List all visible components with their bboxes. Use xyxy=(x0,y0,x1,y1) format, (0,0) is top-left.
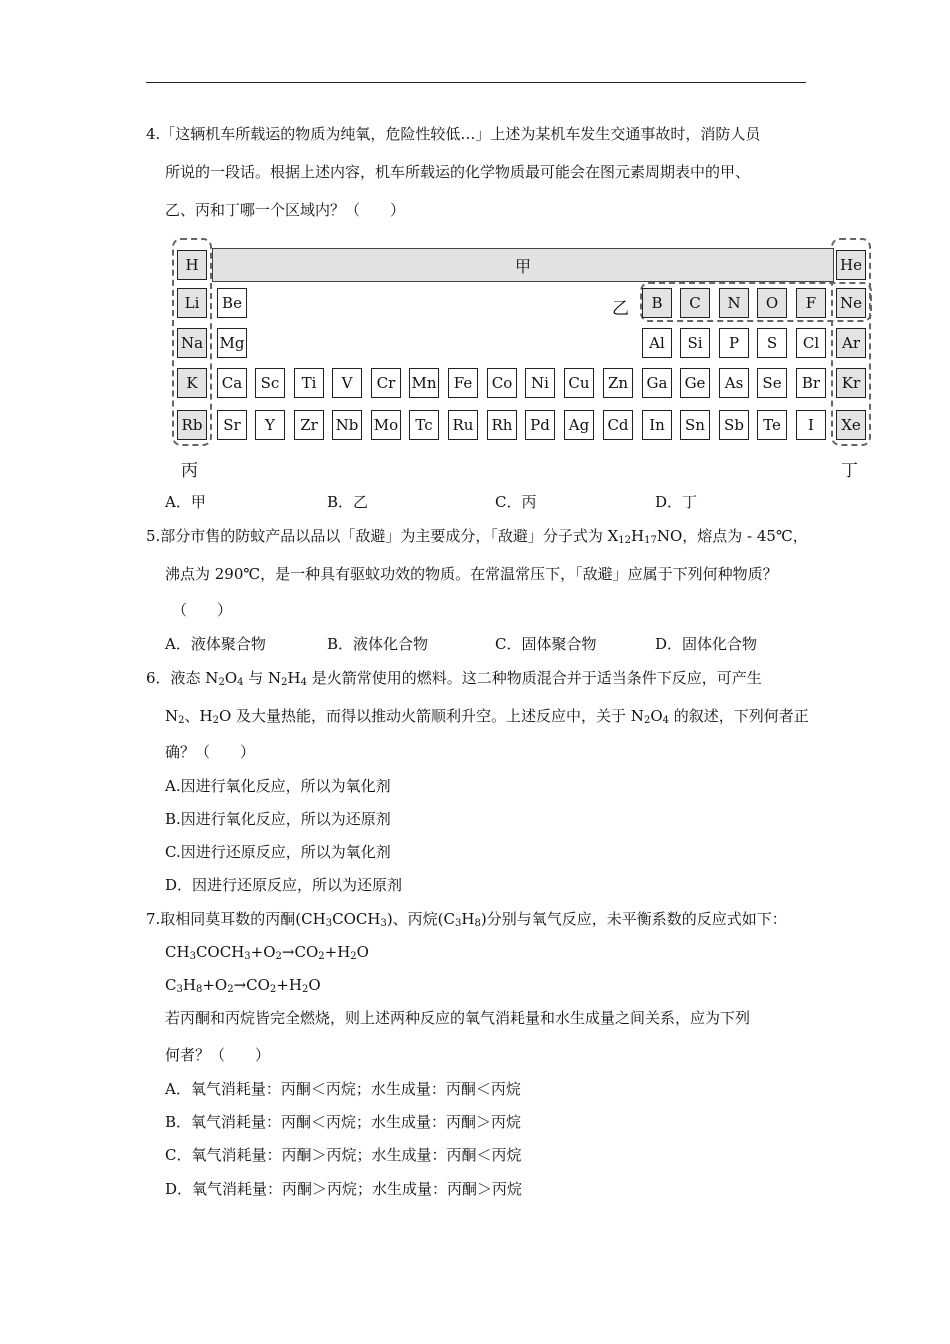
element-cell-n: N xyxy=(719,288,749,318)
q7-line-3: 何者？（ ） xyxy=(165,1046,271,1064)
region-yi-label: 乙 xyxy=(612,299,629,319)
eq2-p7: 2 xyxy=(269,984,277,995)
element-cell-y: Y xyxy=(255,410,285,440)
element-cell-zr: Zr xyxy=(294,410,324,440)
q5-sub-17: 17 xyxy=(644,535,657,546)
element-cell-na: Na xyxy=(177,328,207,358)
q6-t2a: N xyxy=(165,707,179,725)
region-ding-outline xyxy=(831,238,871,446)
element-cell-cd: Cd xyxy=(603,410,633,440)
element-cell-s: S xyxy=(757,328,787,358)
eq1-p1: 3 xyxy=(189,951,196,962)
q6-s3: 2 xyxy=(281,677,288,688)
q5-sub-12: 12 xyxy=(618,535,631,546)
element-cell-te: Te xyxy=(757,410,787,440)
q6-s7: 2 xyxy=(643,715,651,726)
element-cell-cr: Cr xyxy=(371,368,401,398)
eq1-p2: COCH xyxy=(195,943,245,961)
q6-s1: 2 xyxy=(218,677,225,688)
q4-line-1: 4.「这辆机车所载运的物质为纯氧，危险性较低…」上述为某机车发生交通事故时，消防人员 xyxy=(146,125,761,143)
q6-s6: 2 xyxy=(212,715,219,726)
element-cell-xe: Xe xyxy=(836,410,866,440)
eq1-p7: 2 xyxy=(318,951,325,962)
q5-option-d: D．固体化合物 xyxy=(655,635,758,653)
element-cell-tc: Tc xyxy=(409,410,439,440)
q4-option-c: C．丙 xyxy=(495,493,537,511)
q4-line-2: 所说的一段话。根据上述内容，机车所载运的化学物质最可能会在图元素周期表中的甲、 xyxy=(165,163,751,181)
q6-option-c: C.因进行还原反应，所以为氧化剂 xyxy=(165,843,391,861)
q7-option-a: A．氧气消耗量：丙酮＜丙烷；水生成量：丙酮＜丙烷 xyxy=(165,1080,521,1098)
element-cell-pd: Pd xyxy=(525,410,555,440)
element-cell-ag: Ag xyxy=(564,410,594,440)
region-jia-band xyxy=(212,248,834,282)
eq1-p5: 2 xyxy=(275,951,282,962)
q6-option-a: A.因进行氧化反应，所以为氧化剂 xyxy=(165,777,391,795)
eq2-p10: O xyxy=(308,976,321,994)
eq2-p2: H xyxy=(182,976,196,994)
eq2-p6: →CO xyxy=(233,976,270,994)
element-cell-mn: Mn xyxy=(409,368,439,398)
q7-s1: 3 xyxy=(325,918,333,929)
element-cell-al: Al xyxy=(642,328,672,358)
q6-t1d: H xyxy=(287,669,301,687)
q5-text-a: 5.部分市售的防蚊产品以品以「敌避」为主要成分，「敌避」分子式为 X xyxy=(146,527,619,545)
q5-line-1 xyxy=(146,526,808,546)
eq2-p8: +H xyxy=(276,976,302,994)
q6-option-d: D．因进行还原反应，所以为还原剂 xyxy=(165,876,403,894)
q6-s8: 4 xyxy=(662,715,669,726)
q6-t1b: O xyxy=(224,669,238,687)
q7-equation-1 xyxy=(165,942,369,962)
q7-t1c: )、丙烷(C xyxy=(386,910,456,928)
q6-s5: 2 xyxy=(178,715,185,726)
q6-t1a: 6．液态 N xyxy=(146,669,219,687)
q4-line-3: 乙、丙和丁哪一个区域内？（ ） xyxy=(165,201,406,219)
element-cell-v: V xyxy=(332,368,362,398)
q7-s3: 3 xyxy=(455,918,462,929)
element-cell-cl: Cl xyxy=(796,328,826,358)
q7-line-2: 若丙酮和丙烷皆完全燃烧，则上述两种反应的氧气消耗量和水生成量之间关系，应为下列 xyxy=(165,1009,751,1027)
element-cell-p: P xyxy=(719,328,749,358)
element-cell-h: H xyxy=(177,250,207,280)
element-cell-ca: Ca xyxy=(217,368,247,398)
eq2-p1: 3 xyxy=(176,984,183,995)
region-jia-label: 甲 xyxy=(514,256,531,276)
q7-option-d: D．氧气消耗量：丙酮＞丙烷；水生成量：丙酮＞丙烷 xyxy=(165,1180,523,1198)
q7-t1e: )分别与氧气反应，未平衡系数的反应式如下： xyxy=(480,910,787,928)
q5-line-2: 沸点为 290℃，是一种具有驱蚊功效的物质。在常温常压下，「敌避」应属于下列何种物质？ xyxy=(165,565,778,583)
element-cell-be: Be xyxy=(217,288,247,318)
q7-option-b: B．氧气消耗量：丙酮＜丙烷；水生成量：丙酮＞丙烷 xyxy=(165,1113,522,1131)
q6-t2c: O 及大量热能，而得以推动火箭顺利升空。上述反应中，关于 N xyxy=(218,707,644,725)
eq1-p8: +H xyxy=(324,943,351,961)
q4-option-d: D．丁 xyxy=(655,493,698,511)
q6-t1e: 是火箭常使用的燃料。这二种物质混合并于适当条件下反应，可产生 xyxy=(307,669,762,687)
q7-t1d: H xyxy=(461,910,475,928)
eq1-p6: →CO xyxy=(281,943,319,961)
region-bing-outline xyxy=(172,238,212,446)
element-cell-mo: Mo xyxy=(371,410,401,440)
eq1-p0: CH xyxy=(165,943,190,961)
q5-option-c: C．固体聚合物 xyxy=(495,635,597,653)
element-cell-b: B xyxy=(642,288,672,318)
element-cell-c: C xyxy=(680,288,710,318)
element-cell-mg: Mg xyxy=(217,328,247,358)
header-rule xyxy=(146,82,806,83)
eq1-p3: 3 xyxy=(244,951,251,962)
element-cell-sc: Sc xyxy=(255,368,285,398)
element-cell-k: K xyxy=(177,368,207,398)
element-cell-ru: Ru xyxy=(448,410,478,440)
region-ding-label: 丁 xyxy=(841,461,858,481)
q6-s4: 4 xyxy=(300,677,308,688)
q6-t1c: 与 N xyxy=(243,669,282,687)
eq1-p10: O xyxy=(356,943,369,961)
q6-t2e: 的叙述，下列何者正 xyxy=(669,707,809,725)
q6-line-2 xyxy=(165,706,809,726)
element-cell-ti: Ti xyxy=(294,368,324,398)
element-cell-as: As xyxy=(719,368,749,398)
q7-t1a: 7.取相同莫耳数的丙酮(CH xyxy=(146,910,326,928)
q6-t2d: O xyxy=(650,707,663,725)
element-cell-sn: Sn xyxy=(680,410,710,440)
q6-line-3: 确？（ ） xyxy=(165,743,256,761)
q5-option-a: A．液体聚合物 xyxy=(165,635,266,653)
q7-equation-2 xyxy=(165,975,321,995)
element-cell-co: Co xyxy=(487,368,517,398)
element-cell-cu: Cu xyxy=(564,368,594,398)
element-cell-li: Li xyxy=(177,288,207,318)
region-yi-outline xyxy=(640,282,872,322)
element-cell-si: Si xyxy=(680,328,710,358)
element-cell-he: He xyxy=(836,250,866,280)
element-cell-ni: Ni xyxy=(525,368,555,398)
q6-s2: 4 xyxy=(237,677,244,688)
element-cell-nb: Nb xyxy=(332,410,362,440)
eq2-p0: C xyxy=(165,976,177,994)
eq2-p4: +O xyxy=(202,976,228,994)
element-cell-ar: Ar xyxy=(836,328,866,358)
element-cell-se: Se xyxy=(757,368,787,398)
element-cell-kr: Kr xyxy=(836,368,866,398)
element-cell-rb: Rb xyxy=(177,410,207,440)
q5-text-c: NO，熔点为 - 45℃， xyxy=(656,527,808,545)
q7-s4: 8 xyxy=(474,918,481,929)
element-cell-o: O xyxy=(757,288,787,318)
q4-option-a: A．甲 xyxy=(165,493,206,511)
region-bing-label: 丙 xyxy=(181,461,198,481)
q5-line-3: （ ） xyxy=(172,601,233,619)
q7-line-1 xyxy=(146,909,787,929)
eq2-p5: 2 xyxy=(227,984,234,995)
element-cell-in: In xyxy=(642,410,672,440)
q6-t2b: 、H xyxy=(184,707,213,725)
q5-option-b: B．液体化合物 xyxy=(327,635,429,653)
q5-text-b: H xyxy=(631,527,645,545)
element-cell-ga: Ga xyxy=(642,368,672,398)
q7-t1b: COCH xyxy=(332,910,381,928)
element-cell-rh: Rh xyxy=(487,410,517,440)
element-cell-i: I xyxy=(796,410,826,440)
element-cell-sr: Sr xyxy=(217,410,247,440)
q4-option-b: B．乙 xyxy=(327,493,369,511)
element-cell-fe: Fe xyxy=(448,368,478,398)
q7-s2: 3 xyxy=(380,918,387,929)
element-cell-ge: Ge xyxy=(680,368,710,398)
eq1-p9: 2 xyxy=(350,951,357,962)
element-cell-ne: Ne xyxy=(836,288,866,318)
q7-option-c: C．氧气消耗量：丙酮＞丙烷；水生成量：丙酮＜丙烷 xyxy=(165,1146,522,1164)
q6-option-b: B.因进行氧化反应，所以为还原剂 xyxy=(165,810,391,828)
q6-line-1 xyxy=(146,668,762,688)
element-cell-zn: Zn xyxy=(603,368,633,398)
element-cell-sb: Sb xyxy=(719,410,749,440)
eq1-p4: +O xyxy=(250,943,276,961)
periodic-table-figure xyxy=(0,0,950,490)
eq2-p3: 8 xyxy=(195,984,203,995)
element-cell-br: Br xyxy=(796,368,826,398)
eq2-p9: 2 xyxy=(301,984,309,995)
element-cell-f: F xyxy=(796,288,826,318)
